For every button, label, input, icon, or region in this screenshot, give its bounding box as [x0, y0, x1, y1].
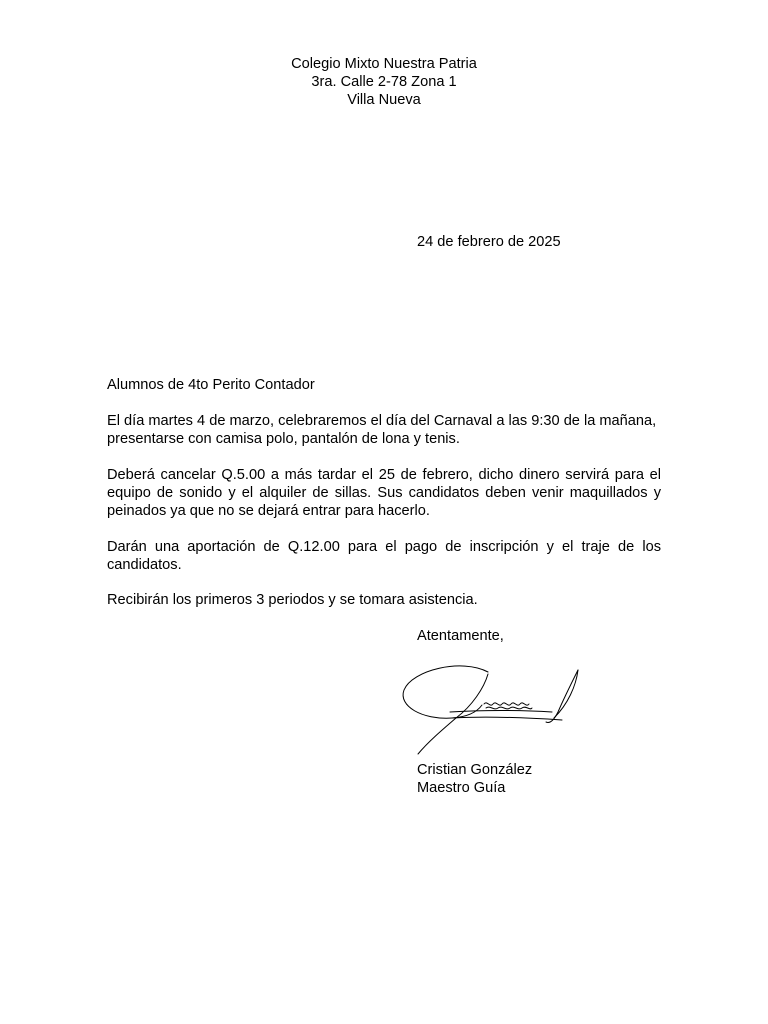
signer-title: Maestro Guía	[417, 780, 506, 796]
school-name: Colegio Mixto Nuestra Patria	[291, 56, 477, 72]
school-address: 3ra. Calle 2-78 Zona 1	[311, 74, 457, 90]
signer-name: Cristian González	[417, 762, 533, 778]
paragraph-event: El día martes 4 de marzo, celebraremos el día del Carnaval a las 9:30 de la mañana, presentarse con camisa polo, pantalón de lona y tenis.	[107, 413, 657, 447]
letter-date: 24 de febrero de 2025	[417, 234, 561, 250]
addressee: Alumnos de 4to Perito Contador	[107, 377, 315, 393]
closing: Atentamente,	[417, 628, 504, 644]
letterhead	[0, 55, 768, 109]
signer-block	[417, 761, 532, 797]
signature-image	[392, 660, 592, 760]
paragraph-attendance: Recibirán los primeros 3 periodos y se tomara asistencia.	[107, 592, 478, 608]
paragraph-payment: Deberá cancelar Q.5.00 a más tardar el 25 de febrero, dicho dinero servirá para el equipo de sonido y el alquiler de sillas. Sus candidatos deben venir maquillados y peinados ya que no se dejará entrar para hacerlo.	[107, 467, 661, 519]
school-city: Villa Nueva	[347, 92, 421, 108]
paragraph-contribution: Darán una aportación de Q.12.00 para el pago de inscripción y el traje de los candidatos.	[107, 539, 661, 573]
